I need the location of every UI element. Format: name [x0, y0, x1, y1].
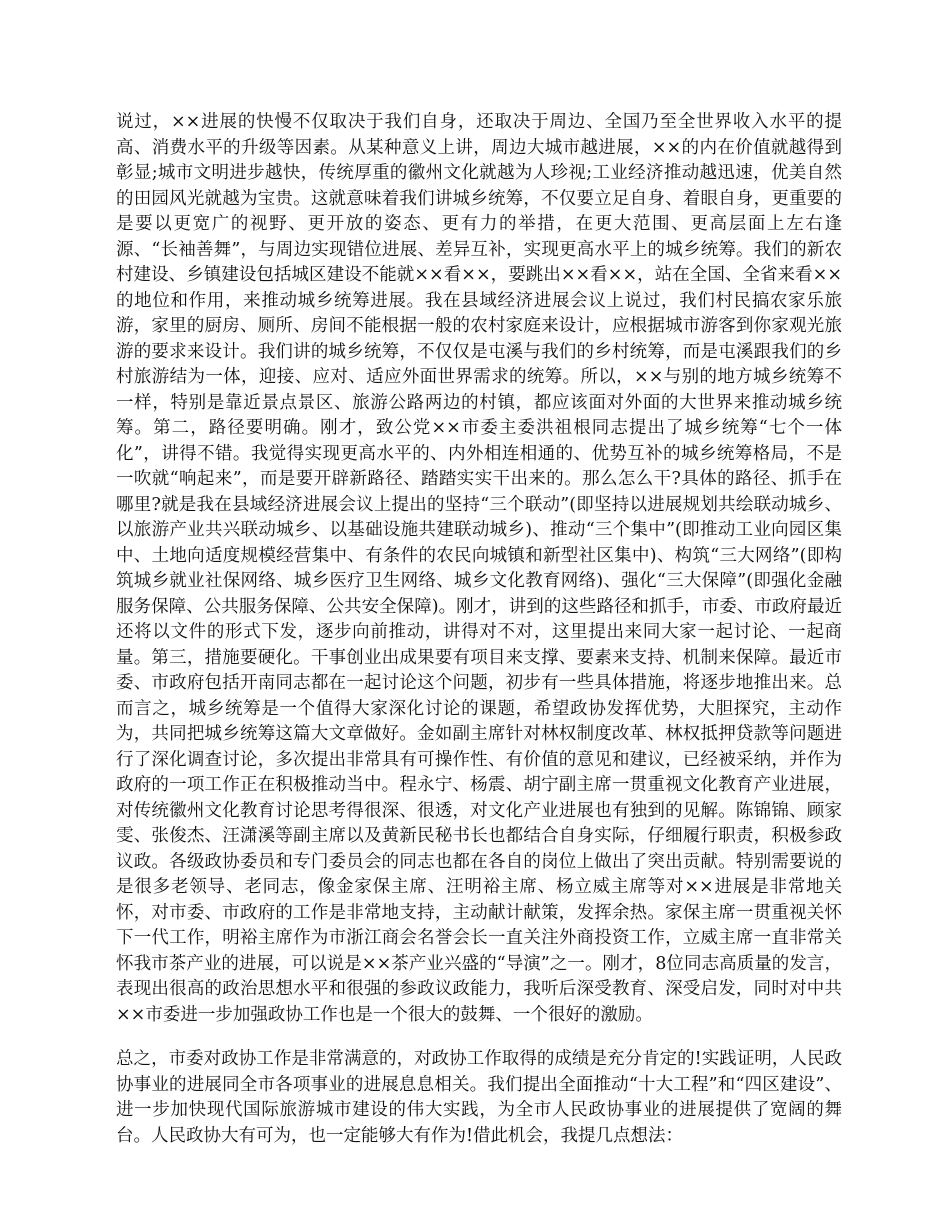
document-body: [116, 110, 842, 1149]
paragraph-1: 说过，××进展的快慢不仅取决于我们自身，还取决于周边、全国乃至全世界收入水平的提高、消费水平的升级等因素。从某种意义上讲，周边大城市越进展，××的内在价值就越得到彰显;城市文明进步越快，传统厚重的徽州文化就越为人珍视;工业经济推动越迅速，优美自然的田园风光就越为宝贵。这就意味着我们讲城乡统筹，不仅要立足自身、着眼自身，更重要的是要以更宽广的视野、更开放的姿态、更有力的举措，在更大范围、更高层面上左右逢源、“长袖善舞”，与周边实现错位进展、差异互补，实现更高水平上的城乡统筹。我们的新农村建设、乡镇建设包括城区建设不能就××看××，要跳出××看××，站在全国、全省来看××的地位和作用，来推动城乡统筹进展。我在县域经济进展会议上说过，我们村民搞农家乐旅游，家里的厨房、厕所、房间不能根据一般的农村家庭来设计，应根据城市游客到你家观光旅游的要求来设计。我们讲的城乡统筹，不仅仅是屯溪与我们的乡村统筹，而是屯溪跟我们的乡村旅游结为一体，迎接、应对、适应外面世界需求的统筹。所以，××与别的地方城乡统筹不一样，特别是靠近景点景区、旅游公路两边的村镇，都应该面对外面的大世界来推动城乡统筹。第二，路径要明确。刚才，致公党××市委主委洪祖根同志提出了城乡统筹“七个一体化”，讲得不错。我觉得实现更高水平的、内外相连相通的、优势互补的城乡统筹格局，不是一吹就“响起来”，而是要开辟新路径、踏踏实实干出来的。那么怎么干?具体的路径、抓手在哪里?就是我在县域经济进展会议上提出的坚持“三个联动”(即坚持以进展规划共绘联动城乡、以旅游产业共兴联动城乡、以基础设施共建联动城乡)、推动“三个集中”(即推动工业向园区集中、土地向适度规模经营集中、有条件的农民向城镇和新型社区集中)、构筑“三大网络”(即构筑城乡就业社保网络、城乡医疗卫生网络、城乡文化教育网络)、强化“三大保障”(即强化金融服务保障、公共服务保障、公共安全保障)。刚才，讲到的这些路径和抓手，市委、市政府最近还将以文件的形式下发，逐步向前推动，讲得对不对，这里提出来同大家一起讨论、一起商量。第三，措施要硬化。干事创业出成果要有项目来支撑、要素来支持、机制来保障。最近市委、市政府包括开南同志都在一起讨论这个问题，初步有一些具体措施，将逐步地推出来。总而言之，城乡统筹是一个值得大家深化讨论的课题，希望政协发挥优势，大胆探究，主动作为，共同把城乡统筹这篇大文章做好。金如副主席针对林权制度改革、林权抵押贷款等问题进行了深化调查讨论，多次提出非常具有可操作性、有价值的意见和建议，已经被采纳，并作为政府的一项工作正在积极推动当中。程永宁、杨震、胡宁副主席一贯重视文化教育产业进展，对传统徽州文化教育讨论思考得很深、很透，对文化产业进展也有独到的见解。陈锦锦、顾家雯、张俊杰、汪潇溪等副主席以及黄新民秘书长也都结合自身实际，仔细履行职责，积极参政议政。各级政协委员和专门委员会的同志也都在各自的岗位上做出了突出贡献。特别需要说的是很多老领导、老同志，像金家保主席、汪明裕主席、杨立威主席等对××进展是非常地关怀，对市委、市政府的工作是非常地支持，主动献计献策，发挥余热。家保主席一贯重视关怀下一代工作，明裕主席作为市浙江商会名誉会长一直关注外商投资工作，立威主席一直非常关怀我市茶产业的进展，可以说是××茶产业兴盛的“导演”之一。刚才，8位同志高质量的发言，表现出很高的政治思想水平和很强的参政议政能力，我听后深受教育、深受启发，同时对中共××市委进一步加强政协工作也是一个很大的鼓舞、一个很好的激励。: [116, 112, 842, 1025]
paragraph-2: 总之，市委对政协工作是非常满意的，对政协工作取得的成绩是充分肯定的!实践证明，人民政协事业的进展同全市各项事业的进展息息相关。我们提出全面推动“十大工程”和“四区建设”、进一步加快现代国际旅游城市建设的伟大实践，为全市人民政协事业的进展提供了宽阔的舞台。人民政协大有可为，也一定能够大有作为!借此机会，我提几点想法：: [116, 1049, 842, 1146]
